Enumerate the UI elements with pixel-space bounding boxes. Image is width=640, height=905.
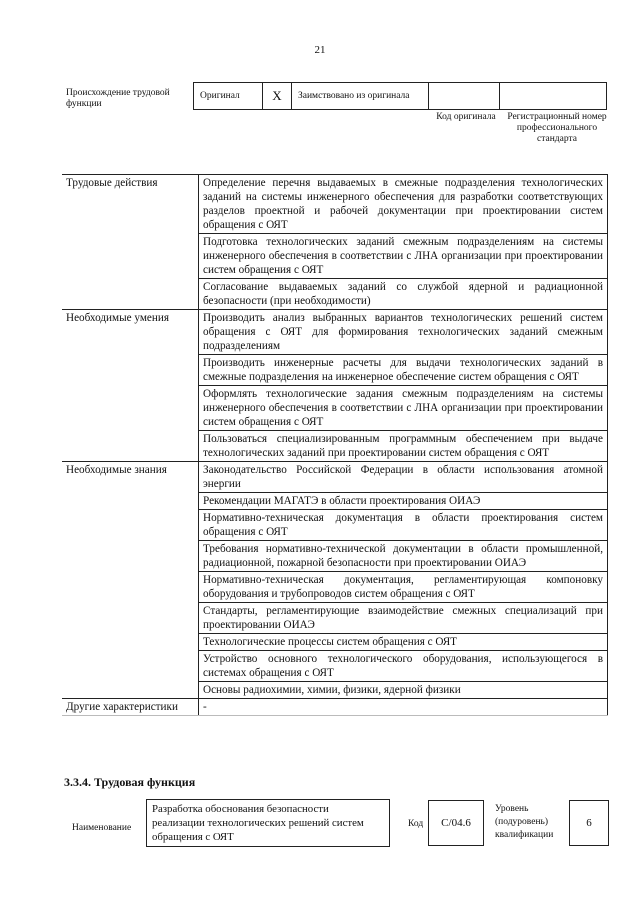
row-item: Технологические процессы систем обращения с ОЯТ: [199, 634, 608, 651]
row-item: Производить анализ выбранных вариантов технологических решений систем обращения с ОЯТ для формирования технологических заданий смежным подразделениям: [199, 310, 608, 355]
row-item: Нормативно-техническая документация, регламентирующая компоновку оборудования и трубопроводов систем обращения с ОЯТ: [199, 572, 608, 603]
row-item: Законодательство Российской Федерации в области использования атомной энергии: [199, 462, 608, 493]
row-item: -: [199, 699, 608, 716]
row-item: Требования нормативно-технической документации в области промышленной, радиационной, пожарной безопасности при проектировании ОИАЭ: [199, 541, 608, 572]
row-item: Стандарты, регламентирующие взаимодействие смежных специализаций при проектировании ОИАЭ: [199, 603, 608, 634]
row-item: Основы радиохимии, химии, физики, ядерной физики: [199, 682, 608, 699]
function-code: C/04.6: [428, 800, 484, 846]
row-label: Другие характеристики: [62, 699, 199, 716]
row-label: Необходимые умения: [62, 310, 199, 462]
row-item: Подготовка технологических заданий смежным подразделениям на системы инженерного обеспечения в соответствии с ЛНА организации при проектировании систем обращения с ОЯТ: [199, 234, 608, 279]
row-item: Нормативно-техническая документация в области проектирования систем обращения с ОЯТ: [199, 510, 608, 541]
row-item: Производить инженерные расчеты для выдачи технологических заданий в смежные подразделения на инженерное обеспечение систем обращения с ОЯТ: [199, 355, 608, 386]
row-item: Пользоваться специализированным программным обеспечением при выдаче технологических заданий при проектировании систем обращения с ОЯТ: [199, 431, 608, 462]
labor-function-table: [62, 174, 608, 716]
origin-code-caption: Код оригинала: [436, 112, 496, 122]
row-item: Рекомендации МАГАТЭ в области проектирования ОИАЭ: [199, 493, 608, 510]
origin-code-cell: [429, 83, 500, 110]
origin-reg-cell: [500, 83, 607, 110]
row-item: Определение перечня выдаваемых в смежные подразделения технологических заданий на системы инженерного обеспечения для разработки соответствующих разделов проектной и рабочей документации при проектировании систем обращения с ОЯТ: [199, 175, 608, 234]
origin-reg-caption: Регистрационный номер профессионального стандарта: [507, 112, 607, 144]
row-label: Трудовые действия: [62, 175, 199, 310]
table-row: [62, 699, 608, 716]
page-number: 21: [314, 44, 326, 56]
table-row: [62, 310, 608, 355]
origin-original-cell: Оригинал: [194, 83, 263, 110]
row-item: Оформлять технологические задания смежным подразделениям на системы инженерного обеспечения в соответствии с ЛНА организации при проектировании систем обращения с ОЯТ: [199, 386, 608, 431]
origin-borrowed-cell: Заимствовано из оригинала: [292, 83, 429, 110]
table-row: [62, 462, 608, 493]
level-label: Уровень (подуровень) квалификации: [495, 804, 554, 840]
function-name: Разработка обоснования безопасности реализации технологических решений систем обращения с ОЯТ: [146, 799, 390, 847]
origin-table: [193, 82, 607, 110]
qualification-level: 6: [569, 800, 609, 846]
section-title: 3.3.4. Трудовая функция: [64, 775, 196, 789]
origin-mark: X: [263, 83, 292, 110]
name-label: Наименование: [72, 823, 132, 833]
table-row: [62, 175, 608, 234]
row-item: Согласование выдаваемых заданий со службой ядерной и радиационной безопасности (при необходимости): [199, 279, 608, 310]
origin-label: Происхождение трудовой функции: [66, 88, 170, 109]
row-item: Устройство основного технологического оборудования, использующегося в системах обращения с ОЯТ: [199, 651, 608, 682]
row-label: Необходимые знания: [62, 462, 199, 699]
code-label: Код: [408, 819, 424, 829]
